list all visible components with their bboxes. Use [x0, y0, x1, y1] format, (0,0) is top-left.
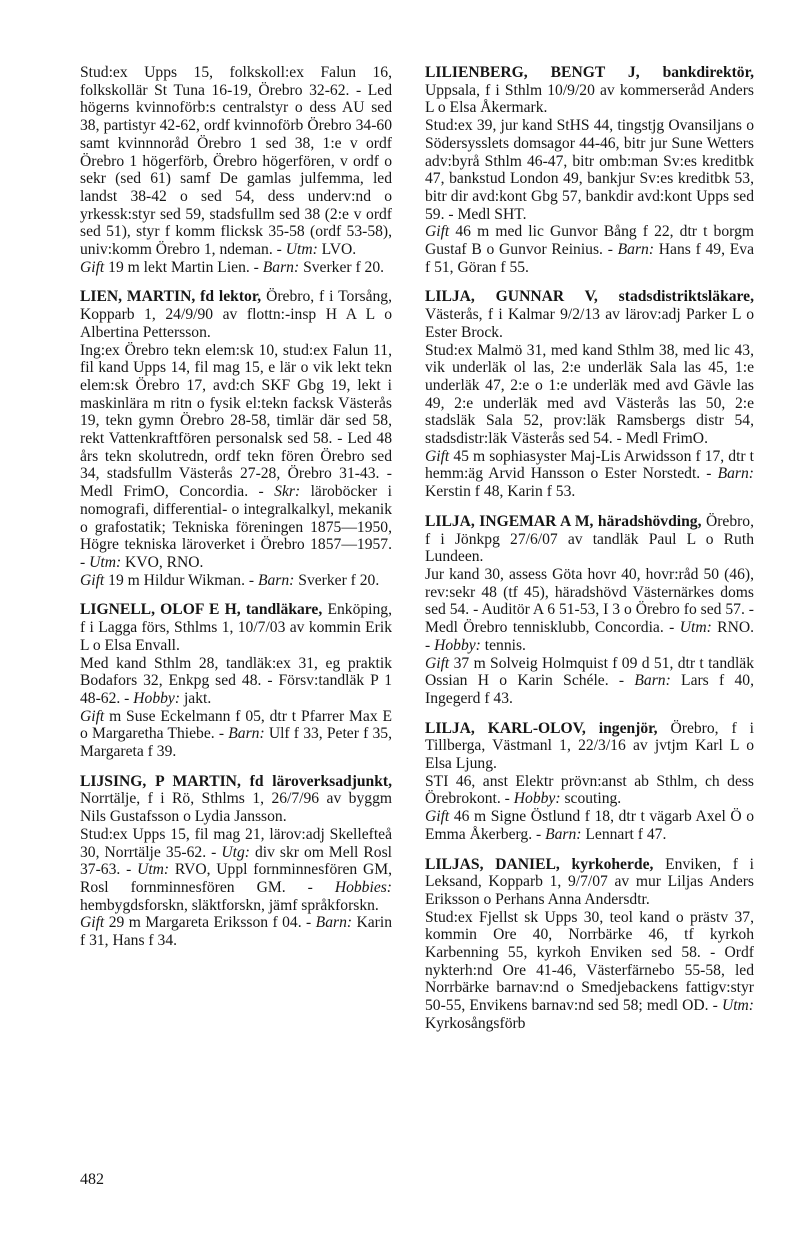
field-label: Utg:: [221, 843, 250, 861]
text-segment: Jur kand 30, assess Göta hovr 40, hovr:råd 50 (46), rev:sekr 48 (tf 45), häradshövd Västernärkes doms sed 54. - Auditör A 6 51-53, I 3 o Örebro fo sed 57. - Medl Örebro tennisklubb, Concordia. -: [425, 565, 754, 637]
text-segment: 29 m Margareta Eriksson f 04. -: [104, 914, 316, 932]
field-label: Gift: [425, 808, 450, 826]
entry-paragraph: [425, 288, 754, 341]
left-column: [80, 64, 392, 962]
entry-heading: LILJA, INGEMAR A M, häradshövding,: [425, 512, 702, 530]
entry-paragraph: [425, 448, 754, 501]
text-segment: Lars f 40, Ingegerd f 43.: [425, 672, 755, 707]
text-segment: Hans f 49, Eva f 51, Göran f 55.: [425, 241, 754, 276]
text-segment: Kerstin f 48, Karin f 53.: [425, 483, 576, 501]
entry-heading: LILJA, KARL-OLOV, ingenjör,: [425, 719, 658, 737]
entry-paragraph: [425, 342, 754, 448]
field-label: Barn:: [257, 571, 295, 589]
entry-paragraph: [80, 342, 392, 572]
text-segment: Ing:ex Örebro tekn elem:sk 10, stud:ex Falun 11, fil kand Upps 14, fil mag 15, e lär o vik lekt tekn elem:sk Örebro 17, avd:ch SKF Gbg 19, lekt i maskinlära m ritn o fysik el:tekn facksk Västerås 19, tekn gymn Örebro 28-58, timlär där sed 58, rekt Vattenkraftfören personalsk sed 58. - Led 48 års tekn skolutredn, ordf tekn fören Örebro sed 34, stadsfullm Västerås 27-28, Örebro 31-43. - Medl FrimO, Concordia. -: [80, 341, 392, 501]
text-segment: Norrtälje, f i Rö, Sthlms 1, 26/7/96 av byggm Nils Gustafsson o Lydia Jansson.: [80, 790, 392, 826]
field-label: Barn:: [545, 825, 582, 843]
biography-entry: [425, 513, 754, 708]
text-segment: Örebro, f i Torsång, Kopparb 1, 24/9/90 av flottn:-insp H A L o Albertina Pettersson.: [80, 288, 392, 341]
entry-paragraph: [80, 773, 392, 826]
text-segment: 37 m Solveig Holmquist f 09 d 51, dtr t tandläk Ossian H o Karin Schéle. -: [425, 654, 754, 690]
entry-paragraph: [80, 655, 392, 708]
entry-paragraph: [425, 773, 754, 808]
text-segment: Enköping, f i Lagga förs, Sthlms 1, 10/7/03 av kommin Erik L o Elsa Envall.: [80, 601, 393, 654]
field-label: Gift: [80, 571, 105, 589]
text-segment: läroböcker i nomografi, differential- o integralkalkyl, mekanik o grafostatik; Tekniska föreningen 1875—1950, Högre tekniska läroverket i Örebro 1857—1957. -: [80, 483, 392, 571]
text-segment: scouting.: [560, 790, 622, 808]
entry-paragraph: [425, 909, 754, 1033]
field-label: Gift: [80, 707, 105, 725]
entry-paragraph: [80, 708, 392, 761]
entry-paragraph: [425, 223, 754, 276]
entry-heading: LIGNELL, OLOF E H, tandläkare,: [80, 601, 323, 619]
text-segment: STI 46, anst Elektr prövn:anst ab Sthlm, ch dess Örebrokont. -: [425, 772, 754, 808]
entry-paragraph: [425, 720, 754, 773]
right-column: [425, 64, 754, 1045]
entry-paragraph: [425, 513, 754, 566]
text-segment: Sverker f 20.: [294, 571, 380, 589]
text-segment: Kyrkosångsförb: [425, 1014, 526, 1032]
text-segment: Med kand Sthlm 28, tandläk:ex 31, eg praktik Bodafors 32, Enkpg sed 48. - Försv:tandläk P 1 48-62. -: [80, 654, 392, 707]
entry-heading: LIEN, MARTIN, fd lektor,: [80, 288, 262, 306]
text-segment: LVO.: [317, 241, 357, 259]
entry-heading: LILJAS, DANIEL, kyrkoherde,: [425, 855, 654, 873]
field-label: Gift: [80, 258, 105, 276]
entry-paragraph: [80, 914, 392, 949]
text-segment: Stud:ex Upps 15, folkskoll:ex Falun 16, folkskollär St Tuna 16-19, Örebro 32-62. - Led högerns kvinnoförb:s centralstyr o dess AU sed 38, partistyr 42-62, ordf kvinnoförb Örebro 34-60 samt kvinnnoråd Örebro 1 sed 38, 1:e v ordf Örebro 1 högerförb, Örebro högerfören, v ordf o sekr (sed 61) samf De gamlas julfemma, led landst 38-42 o sed 54, dess underv:nd o yrkessk:styr sed 59, stadsfullm sed 38 (2:e v ordf sed 51), styr f komm flicksk 35-58 (ordf 53-58), univ:komm Örebro 1, ndeman. -: [80, 64, 392, 259]
field-label: Hobby:: [133, 689, 181, 707]
entry-paragraph: [80, 259, 392, 277]
field-label: Skr:: [274, 483, 301, 501]
text-segment: Enviken, f i Leksand, Kopparb 1, 9/7/07 av mur Liljas Anders Eriksson o Perhans Anna Andersdtr.: [425, 855, 755, 908]
text-segment: RNO. -: [425, 619, 754, 654]
text-segment: m Suse Eckelmann f 05, dtr t Pfarrer Max E o Margaretha Thiebe. -: [80, 707, 392, 743]
entry-paragraph: [80, 288, 392, 341]
entry-heading: LILIENBERG, BENGT J, bankdirektör,: [425, 64, 754, 81]
field-label: Gift: [80, 914, 105, 932]
entry-paragraph: [425, 566, 754, 655]
entry-paragraph: [425, 64, 754, 117]
text-segment: Stud:ex Fjellst sk Upps 30, teol kand o prästv 37, kommin Ore 40, Norrbärke 46, tf kyrkoh Karbenning 55, kyrkoh Enviken sed 58. - Ordf nykterh:nd Ore 41-46, Västerfärnebo 55-58, led Norrbärke barnav:nd o Smedjebackens fattigv:styr 50-55, Envikens barnav:nd sed 58; medl OD. -: [425, 908, 754, 1015]
text-segment: 19 m Hildur Wikman. -: [104, 571, 258, 589]
field-label: Utm:: [89, 553, 122, 571]
field-label: Hobby:: [434, 636, 481, 654]
biography-entry: [80, 773, 392, 950]
text-segment: div skr om Mell Rosl 37-63. -: [80, 843, 393, 879]
text-segment: Lennart f 47.: [581, 825, 667, 843]
biography-entry: [425, 288, 754, 500]
field-label: Gift: [425, 447, 450, 465]
entry-heading: LIJSING, P MARTIN, fd läroverksadjunkt,: [80, 772, 392, 790]
text-segment: tennis.: [480, 636, 526, 654]
text-segment: Uppsala, f i Sthlm 10/9/20 av kommerseråd Anders L o Elsa Åkermark.: [425, 81, 754, 117]
field-label: Hobby:: [513, 790, 561, 808]
field-label: Barn:: [617, 241, 655, 259]
entry-paragraph: [80, 826, 392, 915]
text-segment: 46 m Signe Östlund f 18, dtr t vägarb Axel Ö o Emma Åkerberg. -: [425, 808, 754, 843]
text-segment: Stud:ex Upps 15, fil mag 21, lärov:adj Skellefteå 30, Norrtälje 35-62. -: [80, 825, 392, 861]
field-label: Barn:: [634, 672, 671, 690]
field-label: Utm:: [721, 997, 754, 1015]
entry-paragraph: [425, 117, 754, 223]
text-segment: KVO, RNO.: [121, 553, 204, 571]
field-label: Barn:: [228, 725, 265, 743]
field-label: Barn:: [262, 258, 300, 276]
entry-paragraph: [425, 856, 754, 909]
biography-entry: [80, 288, 392, 589]
entry-paragraph: [80, 64, 392, 259]
page-number: 482: [80, 1171, 104, 1188]
field-label: Utm:: [679, 619, 712, 637]
text-segment: Ulf f 33, Peter f 35, Margareta f 39.: [80, 725, 392, 761]
biography-entry: [80, 601, 392, 760]
entry-paragraph: [80, 572, 392, 590]
text-segment: 19 m lekt Martin Lien. -: [104, 258, 263, 276]
field-label: Gift: [425, 654, 450, 672]
field-label: Hobbies:: [334, 878, 392, 896]
text-segment: Stud:ex 39, jur kand StHS 44, tingstjg Ovansiljans o Södersysslets domsagor 44-46, bitr jur Sune Wetters adv:byrå Sthlm 46-47, bitr omb:man Sv:es kreditbk 47, bankstud London 49, bankjur Sv:es kreditbk 53, bitr dir avd:kont Gbg 57, bankdir avd:kont Upps sed 59. - Medl SHT.: [425, 117, 754, 223]
field-label: Utm:: [285, 241, 318, 259]
text-segment: 46 m med lic Gunvor Bång f 22, dtr t borgm Gustaf B o Gunvor Reinius. -: [425, 223, 754, 259]
text-segment: 45 m sophiasyster Maj-Lis Arwidsson f 17, dtr t hemm:äg Arvid Hansson o Ester Norstedt. -: [425, 447, 754, 483]
field-label: Utm:: [137, 861, 170, 879]
field-label: Gift: [425, 223, 450, 241]
field-label: Barn:: [315, 914, 353, 932]
field-label: Barn:: [717, 465, 754, 483]
text-segment: Sverker f 20.: [299, 258, 385, 276]
text-segment: jakt.: [180, 689, 212, 707]
biography-entry: [425, 856, 754, 1033]
entry-paragraph: [80, 601, 392, 654]
text-segment: Örebro, f i Jönkpg 27/6/07 av tandläk Paul L o Ruth Lundeen.: [425, 512, 754, 566]
entry-heading: LILJA, GUNNAR V, stadsdistriktsläkare,: [425, 288, 754, 306]
text-segment: Karin f 31, Hans f 34.: [80, 914, 392, 950]
entry-paragraph: [425, 808, 754, 843]
entry-continuation: [80, 64, 392, 276]
text-segment: Örebro, f i Tillberga, Västmanl 1, 22/3/16 av jvtjm Karl L o Elsa Ljung.: [425, 719, 755, 773]
text-segment: Västerås, f i Kalmar 9/2/13 av lärov:adj Parker L o Ester Brock.: [425, 306, 754, 341]
entry-paragraph: [425, 655, 754, 708]
biography-entry: [425, 720, 754, 844]
text-segment: Stud:ex Malmö 31, med kand Sthlm 38, med lic 43, vik underläk ol las, 2:e underläk Sala las 45, 1:e underläk 47, 2:e o 1:e underläk med avd Gävle las 49, 2:e underläk med avd Västerås las 50, 2:e stadsläk Sala 52, prov:läk Ramsbergs distr 54, stadsdistr:läk Västerås sed 54. - Medl FrimO.: [425, 341, 754, 448]
biography-entry: [425, 64, 754, 276]
text-segment: hembygdsforskn, släktforskn, jämf språkforskn.: [80, 896, 379, 914]
text-segment: RVO, Uppl fornminnesfören GM, Rosl fornminnesfören GM. -: [80, 861, 392, 896]
